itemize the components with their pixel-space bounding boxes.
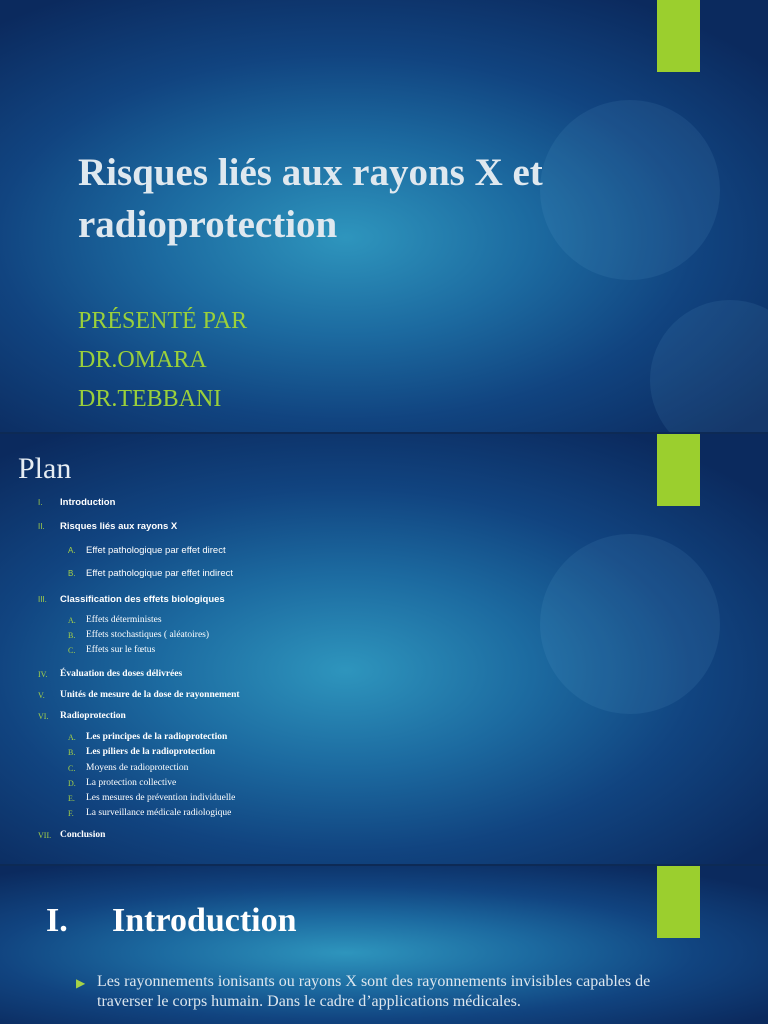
presenter-label: PRÉSENTÉ PAR: [78, 308, 248, 334]
decorative-circle: [540, 534, 720, 714]
item-text: Les mesures de prévention individuelle: [86, 793, 236, 803]
item-text: Classification des effets biologiques: [60, 594, 225, 605]
item-number: A.: [68, 616, 76, 625]
section-number: I.: [46, 902, 68, 939]
section-title: Introduction: [112, 902, 297, 939]
item-number: VI.: [38, 712, 49, 721]
item-number: II.: [38, 522, 45, 531]
item-text: Introduction: [60, 497, 116, 508]
presenter-name: DR.OMARA: [78, 347, 207, 373]
intro-paragraph: Les rayonnements ionisants ou rayons X sont des rayonnements invisibles capables de traverser le corps humain. Dans le cadre d’applications médicales.: [97, 973, 651, 1010]
item-text: Effets déterministes: [86, 615, 162, 625]
item-number: C.: [68, 646, 76, 655]
item-text: Effet pathologique par effet indirect: [86, 568, 234, 579]
item-text: Les principes de la radioprotection: [86, 732, 228, 742]
item-text: Radioprotection: [60, 711, 126, 721]
item-text: Conclusion: [60, 830, 106, 840]
item-number: B.: [68, 569, 76, 578]
item-number: VII.: [38, 831, 52, 840]
accent-tab: [657, 866, 700, 938]
plan-slide: [0, 434, 768, 864]
accent-tab: [657, 434, 700, 506]
item-text: Risques liés aux rayons X: [60, 521, 178, 532]
slide-title: Plan: [18, 452, 72, 485]
title-slide: [0, 0, 768, 432]
item-number: C.: [68, 764, 76, 773]
item-number: B.: [68, 748, 76, 757]
presenter-name: DR.TEBBANI: [78, 386, 222, 412]
item-text: Évaluation des doses délivrées: [60, 669, 183, 679]
item-number: V.: [38, 691, 45, 700]
item-text: Effets stochastiques ( aléatoires): [86, 630, 210, 640]
slide-title: Risques liés aux rayons X et radioprotection: [78, 151, 543, 246]
item-number: A.: [68, 546, 76, 555]
item-text: Effets sur le fœtus: [86, 645, 156, 655]
item-number: E.: [68, 794, 75, 803]
item-number: D.: [68, 779, 76, 788]
item-text: Unités de mesure de la dose de rayonnement: [60, 690, 240, 700]
item-number: IV.: [38, 670, 48, 679]
introduction-slide: [0, 866, 768, 1024]
item-number: I.: [38, 498, 43, 507]
item-number: A.: [68, 733, 76, 742]
decorative-circle: [650, 300, 768, 432]
item-text: Les piliers de la radioprotection: [86, 747, 216, 757]
item-text: Moyens de radioprotection: [86, 763, 189, 773]
triangle-bullet-icon: ▶: [76, 976, 86, 990]
item-text: La surveillance médicale radiologique: [86, 808, 232, 818]
item-text: La protection collective: [86, 778, 177, 788]
item-number: III.: [38, 595, 47, 604]
item-text: Effet pathologique par effet direct: [86, 545, 226, 556]
item-number: F.: [68, 809, 74, 818]
accent-tab: [657, 0, 700, 72]
item-number: B.: [68, 631, 76, 640]
